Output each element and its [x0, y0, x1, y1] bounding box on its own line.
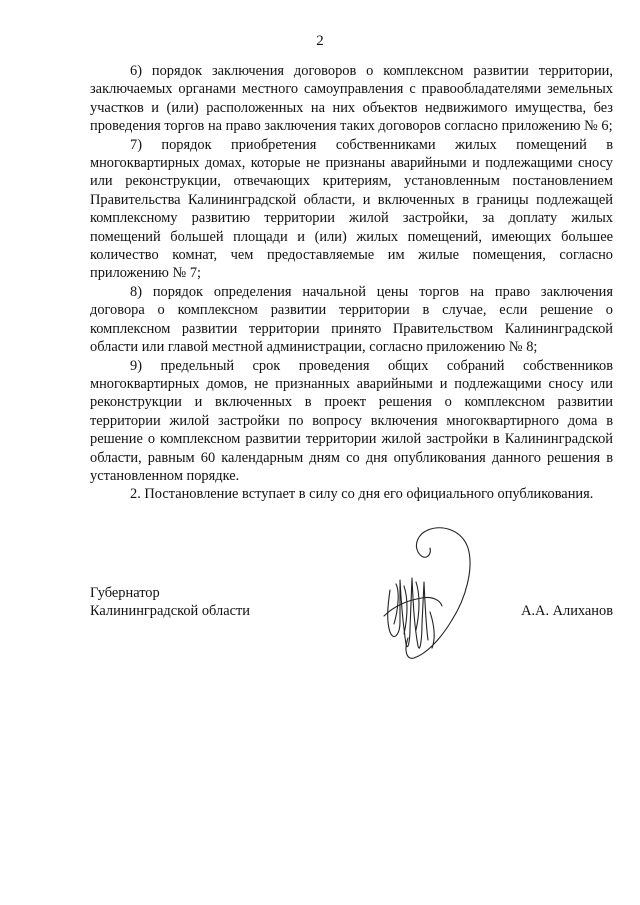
- page-number: 2: [316, 33, 324, 49]
- signatory-position-line1: Губернатор: [90, 585, 160, 601]
- paragraph-item-9: 9) предельный срок проведения общих собраний собственников многоквартирных домов, не признанных аварийными и подлежащими сносу или реконструкции и включенных в проект решения о комплексном развитии территории жилой застройки по вопросу включения многоквартирного дома в решение о комплексном развитии территории жилой застройки в Калининградской области, равным 60 календарным дням со дня опубликования данного решения в установленном порядке.: [90, 357, 613, 484]
- signature-block: [90, 584, 613, 664]
- signatory-name: А.А. Алиханов: [521, 603, 613, 619]
- document-body: [90, 62, 613, 504]
- paragraph-item-7: 7) порядок приобретения собственниками жилых помещений в многоквартирных домах, которые не признаны аварийными и подлежащими сносу или реконструкции, отвечающих критериям, установленным постановлением Правительства Калининградской области, и включенных в границы подлежащей комплексному развитию территории жилой застройки, за доплату жилых помещений большей площади и (или) жилых помещений, имеющих большее количество комнат, чем предоставляемые им жилые помещения, согласно приложению № 7;: [90, 136, 613, 282]
- signatory-position: [90, 584, 250, 621]
- paragraph-clause-2: 2. Постановление вступает в силу со дня его официального опубликования.: [130, 486, 594, 503]
- paragraph-item-6: 6) порядок заключения договоров о комплексном развитии территории, заключаемых органами местного самоуправления с правообладателями земельных участков и (или) расположенных на них объектов недвижимого имущества, без проведения торгов на право заключения таких договоров согласно приложению № 6;: [90, 63, 613, 135]
- paragraph-item-8: 8) порядок определения начальной цены торгов на право заключения договора о комплексном развитии территории в случае, если решение о комплексном развитии территории принято Правительством Калининградской области или главой местной администрации, согласно приложению № 8;: [90, 283, 613, 356]
- signatory-position-line2: Калининградской области: [90, 603, 250, 620]
- handwritten-signature: [370, 520, 480, 665]
